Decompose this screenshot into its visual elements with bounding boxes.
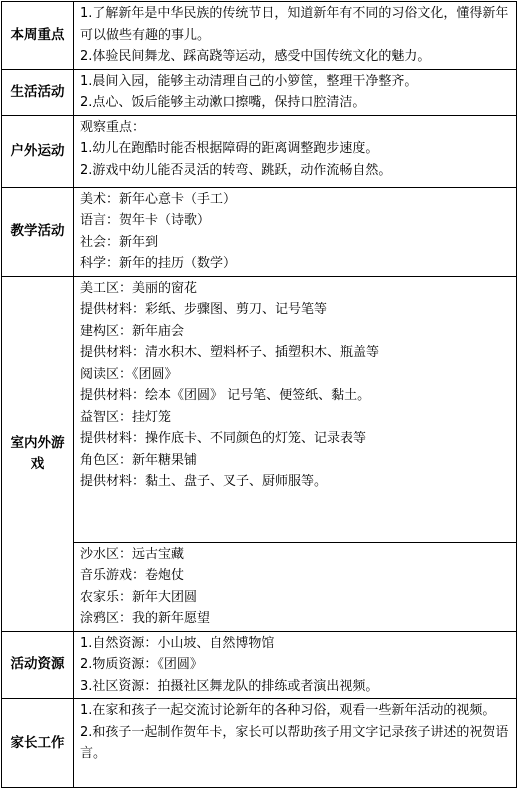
row-teaching: [2, 187, 517, 276]
resource-line: 2.物质资源：《团圆》: [80, 657, 203, 672]
content-games-indoor: [74, 276, 517, 542]
teaching-line: 科学：新年的挂历（数学）: [80, 256, 237, 271]
label-focus: 本周重点: [10, 26, 65, 43]
game-area-line: 建构区：新年庙会: [80, 323, 185, 339]
parents-line: 2.和孩子一起制作贺年卡，家长可以帮助孩子用文字记录孩子讲述的祝贺语言。: [80, 724, 509, 761]
row-parents: [2, 699, 517, 788]
content-resources: [74, 631, 517, 699]
row-label-life: [2, 69, 74, 115]
game-area-line: 农家乐：新年大团圆: [80, 589, 198, 605]
outdoor-line: 观察重点：: [80, 119, 146, 135]
life-line: 2.点心、饭后能够主动漱口擦嘴，保持口腔清洁。: [80, 95, 366, 110]
teaching-line: 美术：新年心意卡（手工）: [80, 191, 237, 207]
game-area-line: 益智区：挂灯笼: [80, 409, 172, 425]
resource-line: 3.社区资源：拍摄社区舞龙队的排练或者演出视频。: [80, 678, 379, 694]
row-label-games: [2, 276, 74, 631]
row-label-parents: [2, 699, 74, 788]
row-focus: [2, 2, 517, 70]
row-games-indoor: [2, 276, 517, 542]
content-focus: [74, 2, 517, 70]
focus-line: 1.了解新年是中华民族的传统节日，知道新年有不同的习俗文化，懂得新年可以做些有趣的事儿。: [80, 6, 509, 43]
label-games: 室内外游戏: [10, 434, 65, 472]
teaching-line: 语言：贺年卡（诗歌）: [80, 213, 211, 228]
game-area-line: 提供材料：黏土、盘子、叉子、厨师服等。: [80, 474, 328, 489]
label-resources: 活动资源: [10, 656, 65, 673]
content-outdoor: [74, 115, 517, 187]
row-label-teaching: [2, 187, 74, 276]
row-outdoor-sports: [2, 115, 517, 187]
content-teaching: [74, 187, 517, 276]
outdoor-line: 1.幼儿在跑酷时能否根据障碍的距离调整跑步速度。: [80, 141, 379, 156]
game-area-line: 提供材料：彩纸、步骤图、剪刀、记号笔等: [80, 302, 328, 317]
game-area-line: 音乐游戏：卷炮仗: [80, 568, 185, 583]
game-area-line: 提供材料：操作底卡、不同颜色的灯笼、记录表等: [80, 431, 367, 446]
focus-line: 2.体验民间舞龙、踩高跷等运动，感受中国传统文化的魅力。: [80, 49, 431, 64]
game-area-line: 阅读区：《团圆》: [80, 366, 178, 382]
row-resources: [2, 631, 517, 699]
game-area-line: 涂鸦区：我的新年愿望: [80, 611, 211, 626]
parents-line: 1.在家和孩子一起交流讨论新年的各种习俗，观看一些新年活动的视频。: [80, 703, 496, 718]
game-area-line: 角色区：新年糖果铺: [80, 452, 198, 468]
row-games-outdoor: [2, 542, 517, 631]
label-outdoor: 户外运动: [10, 142, 65, 159]
content-games-outdoor: [74, 542, 517, 631]
content-parents: [74, 699, 517, 788]
outdoor-line: 2.游戏中幼儿能否灵活的转弯、跳跃，动作流畅自然。: [80, 162, 392, 178]
content-life: [74, 69, 517, 115]
row-label-outdoor: [2, 115, 74, 187]
label-parents: 家长工作: [10, 734, 65, 751]
row-label-resources: [2, 631, 74, 699]
label-life: 生活活动: [10, 83, 65, 100]
game-area-line: 提供材料：清水积木、塑料杯子、插塑积木、瓶盖等: [80, 345, 380, 360]
label-teaching: 教学活动: [10, 223, 65, 239]
game-area-line: 美工区：美丽的窗花: [80, 280, 198, 296]
life-line: 1.晨间入园，能够主动清理自己的小箩筐，整理干净整齐。: [80, 73, 418, 89]
game-area-line: 沙水区：远古宝藏: [80, 546, 185, 562]
weekly-plan-table: [1, 1, 517, 788]
row-label-focus: [2, 2, 74, 70]
game-area-line: 提供材料：绘本《团圆》 记号笔、便签纸、黏土。: [80, 388, 371, 403]
row-life: [2, 69, 517, 115]
teaching-line: 社会：新年到: [80, 234, 159, 250]
resource-line: 1.自然资源：小山坡、自然博物馆: [80, 635, 275, 651]
